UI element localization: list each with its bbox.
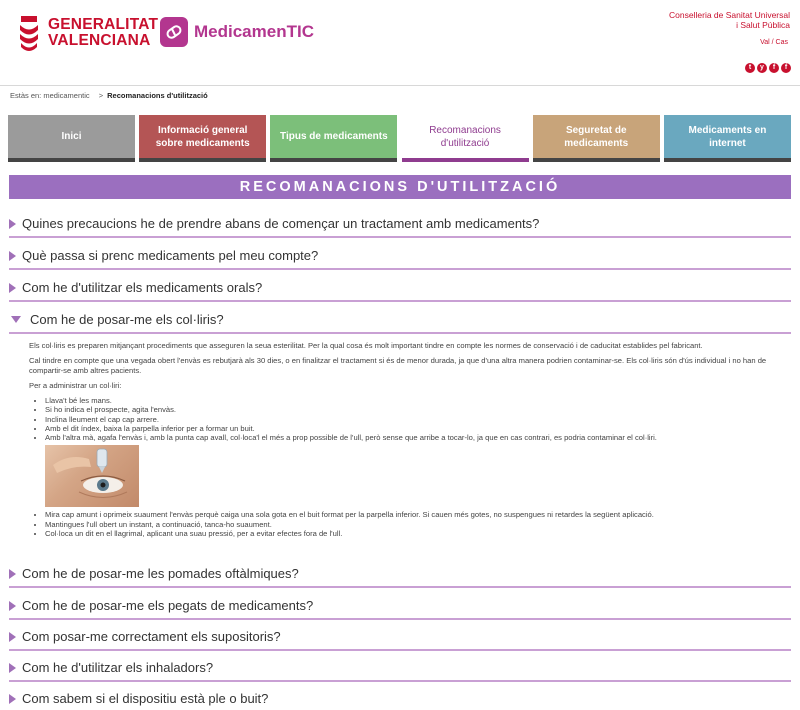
colliris-content [29, 341, 789, 538]
accordion-item-medicaments-orals[interactable] [9, 280, 791, 302]
generalitat-name [48, 17, 158, 49]
list-item: • Amb l'altra mà, agafa l'envàs i, amb la punta cap avall, col·loca'l el més a prop possible de l'ull, però sense que arribe a tocar-lo, ja que en cas contrari, es podria contaminar el col·liri. [45, 433, 789, 442]
medicamentic-brand [194, 22, 314, 42]
conselleria-line2: i Salut Pública [736, 20, 790, 30]
accordion-label: Com he d'utilitzar els inhaladors? [22, 660, 214, 675]
site-header [0, 0, 800, 86]
breadcrumb-current: Recomanacions d'utilització [107, 91, 208, 100]
list-item: • Col·loca un dit en el llagrimal, aplicant una suau pressió, per a evitar efectes fora de l'ull. [45, 529, 789, 538]
accordion-item-colliris[interactable] [9, 312, 791, 334]
accordion-item-pel-meu-compte[interactable] [9, 248, 791, 270]
generalitat-line2: VALENCIANA [48, 32, 151, 49]
caret-right-icon [9, 283, 16, 293]
caret-right-icon [9, 663, 16, 673]
twitter-icon[interactable]: t [745, 63, 755, 73]
content-paragraph: Cal tindre en compte que una vegada obert l'envàs es rebutjarà als 30 dies, o en finalitzar el tractament si és de menor durada, ja que d'una altra manera podrien contaminar-se. Els col·liris són d'ús individual i no han de compartir-se amb altres pacients. [29, 356, 767, 375]
caret-right-icon [9, 632, 16, 642]
main-nav [8, 115, 791, 162]
breadcrumb [10, 91, 208, 100]
facebook-icon[interactable]: f [769, 63, 779, 73]
social-links [745, 63, 791, 73]
accordion-label: Com he de posar-me els col·liris? [30, 312, 224, 327]
caret-right-icon [9, 601, 16, 611]
breadcrumb-prefix: Estàs en: [10, 91, 42, 100]
list-item: • Llava't bé les mans. [45, 396, 789, 405]
accordion-label: Com he d'utilitzar els medicaments orals? [22, 280, 263, 295]
list-item: • Si ho indica el prospecte, agita l'envàs. [45, 405, 789, 414]
caret-right-icon [9, 694, 16, 704]
tab-informacio-general[interactable]: Informació general sobre medicaments [139, 115, 266, 162]
tab-inici[interactable]: Inici [8, 115, 135, 162]
accordion-label: Què passa si prenc medicaments pel meu compte? [22, 248, 319, 263]
accordion-item-supositoris[interactable] [9, 629, 791, 651]
caret-down-icon [11, 316, 21, 323]
section-title: RECOMANACIONS D'UTILITZACIÓ [9, 175, 791, 199]
accordion-item-pomades[interactable] [9, 566, 791, 588]
steps-list-continued [29, 510, 789, 538]
language-switch[interactable]: Val / Cas [760, 39, 788, 46]
generalitat-logo[interactable] [18, 12, 158, 54]
tab-seguretat[interactable]: Seguretat de medicaments [533, 115, 660, 162]
accordion-label: Com sabem si el dispositiu està ple o buit? [22, 691, 269, 706]
tab-medicaments-internet[interactable]: Medicaments en internet [664, 115, 791, 162]
tab-recomanacions[interactable]: Recomanacions d'utilització [402, 115, 529, 162]
caret-right-icon [9, 251, 16, 261]
list-item: • Mantingues l'ull obert un instant, a continuació, tanca-ho suaument. [45, 520, 789, 529]
flickr-icon[interactable]: f [781, 63, 791, 73]
accordion-label: Com he de posar-me les pomades oftàlmiques? [22, 566, 299, 581]
list-item: • Inclina lleument el cap cap arrere. [45, 415, 789, 424]
caret-right-icon [9, 569, 16, 579]
breadcrumb-separator: > [98, 91, 104, 100]
pill-icon [160, 17, 188, 47]
list-item: • Amb el dit índex, baixa la parpella inferior per a formar un buit. [45, 424, 789, 433]
accordion-label: Com he de posar-me els pegats de medicaments? [22, 598, 314, 613]
eye-drop-photo [45, 445, 139, 507]
caret-right-icon [9, 219, 16, 229]
generalitat-line1: GENERALITAT [48, 16, 159, 33]
accordion-item-pegats[interactable] [9, 598, 791, 620]
youtube-icon[interactable]: y [757, 63, 767, 73]
accordion-item-inhaladors[interactable] [9, 660, 791, 682]
brand-part1: Medicamen [194, 22, 287, 41]
tab-tipus-medicaments[interactable]: Tipus de medicaments [270, 115, 397, 162]
breadcrumb-home-link[interactable]: medicamentic [43, 91, 90, 100]
accordion-label: Quines precaucions he de prendre abans de començar un tractament amb medicaments? [22, 216, 540, 231]
accordion-label: Com posar-me correctament els supositoris? [22, 629, 281, 644]
content-paragraph: Per a administrar un col·liri: [29, 381, 122, 390]
conselleria-line1: Conselleria de Sanitat Universal [669, 10, 790, 20]
accordion-item-precaucions[interactable] [9, 216, 791, 238]
steps-list [29, 396, 789, 442]
generalitat-emblem-icon [18, 12, 40, 54]
medicamentic-logo[interactable] [160, 17, 314, 47]
list-item: • Mira cap amunt i oprimeix suaument l'envàs perquè caiga una sola gota en el buit format per la parpella inferior. Si cauen més gotes, no suspengues ni retardes la següent aplicació. [45, 510, 789, 519]
brand-part2: TIC [286, 22, 314, 41]
content-paragraph: Els col·liris es preparen mitjançant procediments que asseguren la seua esterilitat. Per la qual cosa és molt important tindre en compte les normes de conservació i de caducitat establides pel fabricant. [29, 341, 703, 350]
accordion-item-dispositiu[interactable] [9, 691, 791, 710]
conselleria-name [669, 10, 790, 30]
